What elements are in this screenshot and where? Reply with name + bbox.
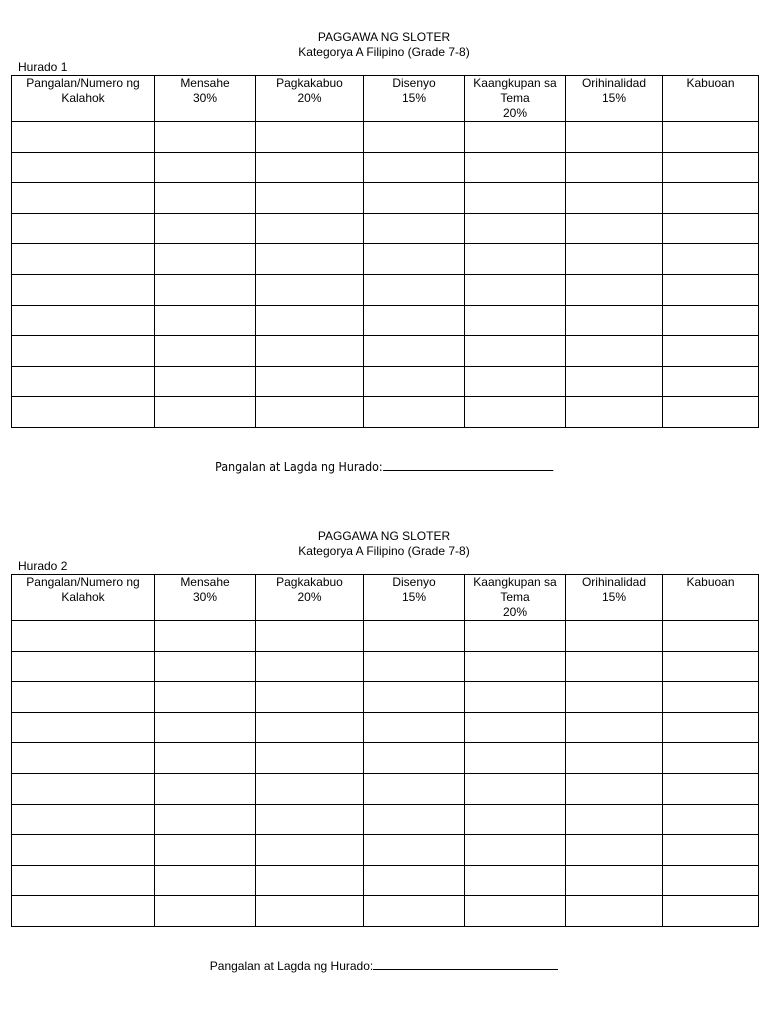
table-cell[interactable] xyxy=(566,183,663,214)
table-cell[interactable] xyxy=(155,865,256,896)
column-header-originality: Orihinalidad 15% xyxy=(566,76,663,122)
table-cell[interactable] xyxy=(566,336,663,367)
column-header-composition: Pagkakabuo 20% xyxy=(256,575,364,621)
table-row xyxy=(12,274,759,305)
table-cell[interactable] xyxy=(256,183,364,214)
table-cell[interactable] xyxy=(663,651,759,682)
sheet-title: PAGGAWA NG SLOTER xyxy=(317,30,451,44)
table-cell[interactable] xyxy=(566,122,663,153)
table-cell[interactable] xyxy=(465,274,566,305)
table-cell[interactable] xyxy=(12,122,155,153)
table-cell[interactable] xyxy=(663,366,759,397)
table-cell[interactable] xyxy=(465,804,566,835)
table-cell[interactable] xyxy=(566,621,663,652)
table-row xyxy=(12,743,759,774)
table-cell[interactable] xyxy=(364,896,465,927)
table-row xyxy=(12,244,759,275)
table-row xyxy=(12,621,759,652)
table-cell[interactable] xyxy=(155,397,256,428)
table-cell[interactable] xyxy=(663,152,759,183)
table-cell[interactable] xyxy=(12,804,155,835)
table-cell[interactable] xyxy=(364,274,465,305)
table-cell[interactable] xyxy=(566,305,663,336)
table-cell[interactable] xyxy=(256,122,364,153)
table-row xyxy=(12,773,759,804)
table-cell[interactable] xyxy=(155,366,256,397)
table-cell[interactable] xyxy=(465,712,566,743)
table-cell[interactable] xyxy=(663,896,759,927)
table-cell[interactable] xyxy=(364,152,465,183)
table-cell[interactable] xyxy=(364,621,465,652)
table-cell[interactable] xyxy=(256,743,364,774)
table-cell[interactable] xyxy=(256,274,364,305)
table-row xyxy=(12,366,759,397)
table-cell[interactable] xyxy=(12,896,155,927)
table-cell[interactable] xyxy=(566,397,663,428)
table-cell[interactable] xyxy=(12,366,155,397)
table-cell[interactable] xyxy=(12,397,155,428)
column-header-originality: Orihinalidad 15% xyxy=(566,575,663,621)
table-cell[interactable] xyxy=(256,865,364,896)
table-row xyxy=(12,865,759,896)
table-cell[interactable] xyxy=(663,773,759,804)
table-cell[interactable] xyxy=(465,366,566,397)
table-cell[interactable] xyxy=(12,621,155,652)
table-cell[interactable] xyxy=(364,183,465,214)
table-cell[interactable] xyxy=(465,896,566,927)
table-cell[interactable] xyxy=(155,122,256,153)
column-header-total: Kabuoan xyxy=(663,575,759,621)
table-cell[interactable] xyxy=(663,305,759,336)
table-cell[interactable] xyxy=(465,152,566,183)
table-row xyxy=(12,804,759,835)
column-header-message: Mensahe 30% xyxy=(155,575,256,621)
header-row xyxy=(12,575,759,621)
column-header-theme-relevance: Kaangkupan sa Tema 20% xyxy=(465,575,566,621)
table-cell[interactable] xyxy=(663,621,759,652)
column-header-design: Disenyo 15% xyxy=(364,76,465,122)
table-cell[interactable] xyxy=(155,621,256,652)
table-cell[interactable] xyxy=(256,366,364,397)
table-cell[interactable] xyxy=(465,305,566,336)
table-cell[interactable] xyxy=(12,213,155,244)
table-row xyxy=(12,152,759,183)
table-row xyxy=(12,682,759,713)
table-cell[interactable] xyxy=(566,213,663,244)
table-cell[interactable] xyxy=(155,835,256,866)
table-cell[interactable] xyxy=(12,773,155,804)
table-cell[interactable] xyxy=(566,712,663,743)
table-cell[interactable] xyxy=(12,274,155,305)
table-cell[interactable] xyxy=(566,152,663,183)
table-cell[interactable] xyxy=(364,336,465,367)
table-cell[interactable] xyxy=(465,336,566,367)
sheet-title: PAGGAWA NG SLOTER xyxy=(317,529,451,543)
column-header-design: Disenyo 15% xyxy=(364,575,465,621)
table-cell[interactable] xyxy=(364,366,465,397)
table-cell[interactable] xyxy=(364,773,465,804)
table-cell[interactable] xyxy=(566,651,663,682)
table-cell[interactable] xyxy=(155,152,256,183)
table-cell[interactable] xyxy=(663,397,759,428)
table-cell[interactable] xyxy=(465,244,566,275)
sheet-subtitle: Kategorya A Filipino (Grade 7-8) xyxy=(298,45,470,59)
table-row xyxy=(12,183,759,214)
table-row xyxy=(12,397,759,428)
signature-label: Pangalan at Lagda ng Hurado: xyxy=(209,959,374,973)
table-cell[interactable] xyxy=(364,835,465,866)
score-sheet-1 xyxy=(0,30,768,474)
table-cell[interactable] xyxy=(663,336,759,367)
table-cell[interactable] xyxy=(155,651,256,682)
table-cell[interactable] xyxy=(566,865,663,896)
table-cell[interactable] xyxy=(465,397,566,428)
table-cell[interactable] xyxy=(663,274,759,305)
table-cell[interactable] xyxy=(155,712,256,743)
table-cell[interactable] xyxy=(256,397,364,428)
table-cell[interactable] xyxy=(465,865,566,896)
table-cell[interactable] xyxy=(663,213,759,244)
table-cell[interactable] xyxy=(364,743,465,774)
table-cell[interactable] xyxy=(663,244,759,275)
table-row xyxy=(12,213,759,244)
table-cell[interactable] xyxy=(155,244,256,275)
table-cell[interactable] xyxy=(364,305,465,336)
table-cell[interactable] xyxy=(256,712,364,743)
table-cell[interactable] xyxy=(256,336,364,367)
signature-blank[interactable] xyxy=(383,459,553,471)
table-cell[interactable] xyxy=(663,682,759,713)
table-cell[interactable] xyxy=(12,835,155,866)
table-cell[interactable] xyxy=(12,865,155,896)
score-table xyxy=(11,574,759,927)
signature-line xyxy=(0,958,768,974)
table-cell[interactable] xyxy=(155,896,256,927)
table-cell[interactable] xyxy=(12,712,155,743)
table-cell[interactable] xyxy=(256,682,364,713)
table-cell[interactable] xyxy=(256,213,364,244)
table-cell[interactable] xyxy=(155,213,256,244)
table-cell[interactable] xyxy=(364,651,465,682)
table-cell[interactable] xyxy=(256,835,364,866)
table-row xyxy=(12,336,759,367)
table-cell[interactable] xyxy=(465,835,566,866)
signature-blank[interactable] xyxy=(373,958,558,970)
table-cell[interactable] xyxy=(155,773,256,804)
column-header-total: Kabuoan xyxy=(663,76,759,122)
column-header-theme-relevance: Kaangkupan sa Tema 20% xyxy=(465,76,566,122)
table-cell[interactable] xyxy=(566,835,663,866)
table-cell[interactable] xyxy=(663,865,759,896)
table-cell[interactable] xyxy=(12,651,155,682)
column-header-participant: Pangalan/Numero ng Kalahok xyxy=(12,76,155,122)
sheet-subtitle: Kategorya A Filipino (Grade 7-8) xyxy=(298,544,470,558)
signature-label: Pangalan at Lagda ng Hurado: xyxy=(215,460,383,474)
table-cell[interactable] xyxy=(663,122,759,153)
table-cell[interactable] xyxy=(155,183,256,214)
table-cell[interactable] xyxy=(12,305,155,336)
table-cell[interactable] xyxy=(364,244,465,275)
table-cell[interactable] xyxy=(566,274,663,305)
judge-label: Hurado 1 xyxy=(18,60,68,74)
table-cell[interactable] xyxy=(465,682,566,713)
table-cell[interactable] xyxy=(566,244,663,275)
table-row xyxy=(12,896,759,927)
table-cell[interactable] xyxy=(566,743,663,774)
score-table xyxy=(11,75,759,428)
table-row xyxy=(12,835,759,866)
header-row xyxy=(12,76,759,122)
table-cell[interactable] xyxy=(465,122,566,153)
table-cell[interactable] xyxy=(663,804,759,835)
table-cell[interactable] xyxy=(663,743,759,774)
table-cell[interactable] xyxy=(256,244,364,275)
table-cell[interactable] xyxy=(364,712,465,743)
table-cell[interactable] xyxy=(155,682,256,713)
table-cell[interactable] xyxy=(364,865,465,896)
table-cell[interactable] xyxy=(12,152,155,183)
signature-line xyxy=(31,459,738,475)
table-cell[interactable] xyxy=(256,621,364,652)
table-cell[interactable] xyxy=(663,712,759,743)
table-cell[interactable] xyxy=(155,274,256,305)
column-header-composition: Pagkakabuo 20% xyxy=(256,76,364,122)
table-cell[interactable] xyxy=(566,682,663,713)
table-cell[interactable] xyxy=(155,305,256,336)
score-sheet-2 xyxy=(0,529,768,973)
table-cell[interactable] xyxy=(12,743,155,774)
column-header-participant: Pangalan/Numero ng Kalahok xyxy=(12,575,155,621)
table-cell[interactable] xyxy=(566,773,663,804)
table-cell[interactable] xyxy=(364,397,465,428)
column-header-message: Mensahe 30% xyxy=(155,76,256,122)
table-cell[interactable] xyxy=(663,835,759,866)
table-cell[interactable] xyxy=(465,773,566,804)
table-cell[interactable] xyxy=(364,682,465,713)
table-cell[interactable] xyxy=(465,621,566,652)
table-cell[interactable] xyxy=(465,651,566,682)
table-cell[interactable] xyxy=(566,896,663,927)
table-row xyxy=(12,651,759,682)
table-cell[interactable] xyxy=(256,152,364,183)
table-cell[interactable] xyxy=(12,682,155,713)
table-cell[interactable] xyxy=(256,305,364,336)
table-cell[interactable] xyxy=(465,213,566,244)
table-cell[interactable] xyxy=(364,804,465,835)
table-cell[interactable] xyxy=(364,213,465,244)
table-cell[interactable] xyxy=(155,743,256,774)
table-cell[interactable] xyxy=(12,336,155,367)
table-cell[interactable] xyxy=(155,336,256,367)
table-row xyxy=(12,712,759,743)
table-cell[interactable] xyxy=(566,366,663,397)
judge-label: Hurado 2 xyxy=(18,559,68,573)
table-cell[interactable] xyxy=(12,244,155,275)
table-cell[interactable] xyxy=(465,743,566,774)
table-row xyxy=(12,122,759,153)
table-cell[interactable] xyxy=(364,122,465,153)
table-cell[interactable] xyxy=(663,183,759,214)
table-cell[interactable] xyxy=(465,183,566,214)
table-cell[interactable] xyxy=(566,804,663,835)
table-cell[interactable] xyxy=(155,804,256,835)
table-cell[interactable] xyxy=(12,183,155,214)
table-row xyxy=(12,305,759,336)
table-cell[interactable] xyxy=(256,773,364,804)
table-cell[interactable] xyxy=(256,651,364,682)
table-cell[interactable] xyxy=(256,804,364,835)
table-cell[interactable] xyxy=(256,896,364,927)
